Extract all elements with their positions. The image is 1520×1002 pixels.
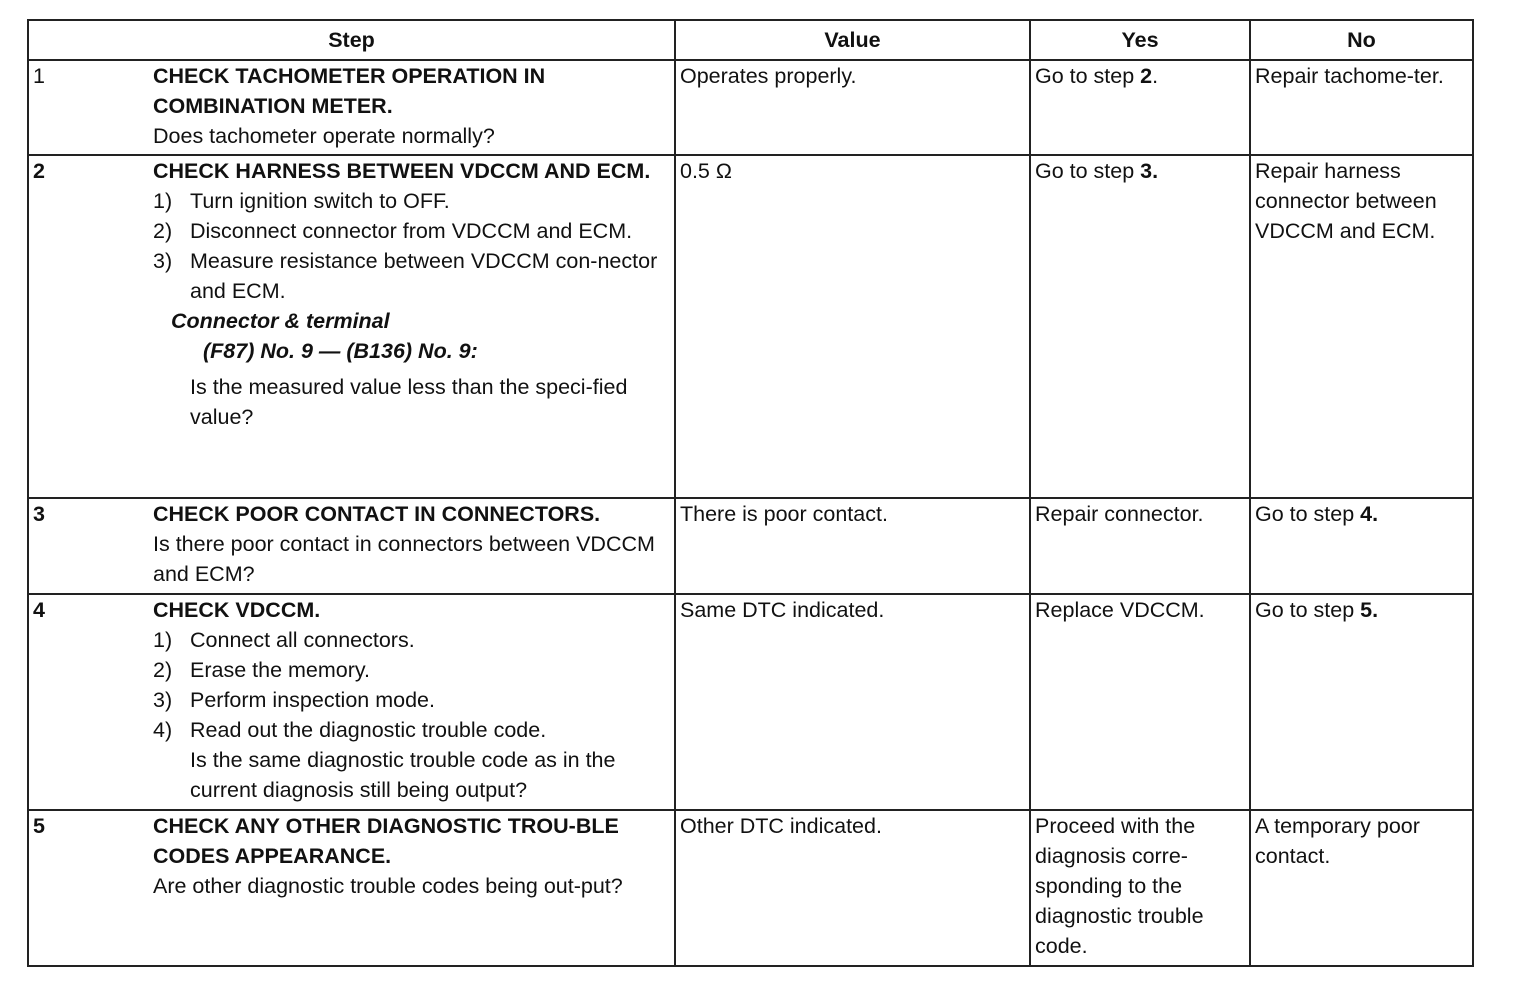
substep-number: 1) [153,628,173,652]
connector-terminal: (F87) No. 9 — (B136) No. 9: [203,339,478,363]
connector-label: Connector & terminal [171,309,390,333]
substep-text: Measure resistance between VDCCM con-nector and ECM. [190,249,658,303]
substep-number: 3) [153,688,173,712]
substep-number: 2) [153,219,173,243]
substep [153,186,666,216]
step-cell [28,498,675,594]
step-cell [28,155,675,498]
value-cell: There is poor contact. [675,498,1030,594]
step-question: Is there poor contact in connectors between VDCCM and ECM? [153,532,655,586]
step-title: CHECK TACHOMETER OPERATION IN COMBINATION METER. [153,64,546,118]
step-number: 2 [33,159,45,183]
yes-suffix: . [1152,64,1159,88]
header-yes: Yes [1030,20,1250,60]
no-text: Go to step [1255,598,1361,622]
step-number: 5 [33,814,45,838]
substep-text: Connect all connectors. [190,628,415,652]
substep-number: 1) [153,189,173,213]
substep-number: 2) [153,658,173,682]
substep-text: Erase the memory. [190,658,371,682]
substep [153,216,666,246]
no-step-link: 4. [1360,502,1379,526]
value-cell: Other DTC indicated. [675,810,1030,966]
step-number: 4 [33,598,45,622]
yes-cell: Replace VDCCM. [1030,594,1250,810]
value-cell: Same DTC indicated. [675,594,1030,810]
no-cell: Repair tachome-ter. [1250,60,1473,155]
step-cell [28,810,675,966]
substep-number: 4) [153,718,173,742]
substep-text: Disconnect connector from VDCCM and ECM. [190,219,633,243]
table-row [28,498,1473,594]
step-title: CHECK HARNESS BETWEEN VDCCM AND ECM. [153,159,651,183]
yes-cell [1030,60,1250,155]
yes-step-link: 2 [1140,64,1153,88]
step-title: CHECK VDCCM. [153,598,321,622]
substep-number: 3) [153,249,173,273]
table-row [28,155,1473,498]
value-cell: Operates properly. [675,60,1030,155]
no-text: Go to step [1255,502,1361,526]
substep [153,246,666,306]
substep [153,685,666,715]
table-row [28,60,1473,155]
step-cell [28,60,675,155]
step-title: CHECK ANY OTHER DIAGNOSTIC TROU-BLE CODES APPEARANCE. [153,814,619,868]
substep-text: Turn ignition switch to OFF. [190,189,450,213]
header-value: Value [675,20,1030,60]
no-step-link: 5. [1360,598,1379,622]
yes-text: Go to step [1035,64,1141,88]
header-row [28,20,1473,60]
yes-step-link: 3. [1140,159,1159,183]
yes-cell [1030,155,1250,498]
substep [153,715,666,745]
step-question: Is the same diagnostic trouble code as in the current diagnosis still being output? [190,748,616,802]
substep [153,655,666,685]
header-no: No [1250,20,1473,60]
value-cell: 0.5 Ω [675,155,1030,498]
step-title: CHECK POOR CONTACT IN CONNECTORS. [153,502,601,526]
substep-text: Read out the diagnostic trouble code. [190,718,547,742]
step-number: 3 [33,502,45,526]
table-row [28,810,1473,966]
no-cell: A temporary poor contact. [1250,810,1473,966]
table-row [28,594,1473,810]
no-cell: Repair harness connector between VDCCM and ECM. [1250,155,1473,498]
yes-cell: Proceed with the diagnosis corre-sponding to the diagnostic trouble code. [1030,810,1250,966]
diagnostic-table [27,19,1474,967]
substep-text: Perform inspection mode. [190,688,435,712]
step-question: Is the measured value less than the speci-fied value? [190,375,628,429]
step-cell [28,594,675,810]
no-cell [1250,498,1473,594]
step-question: Does tachometer operate normally? [153,124,495,148]
yes-cell: Repair connector. [1030,498,1250,594]
substep [153,625,666,655]
yes-text: Go to step [1035,159,1141,183]
no-cell [1250,594,1473,810]
step-question: Are other diagnostic trouble codes being out-put? [153,874,623,898]
step-number: 1 [33,64,45,88]
header-step: Step [28,20,675,60]
